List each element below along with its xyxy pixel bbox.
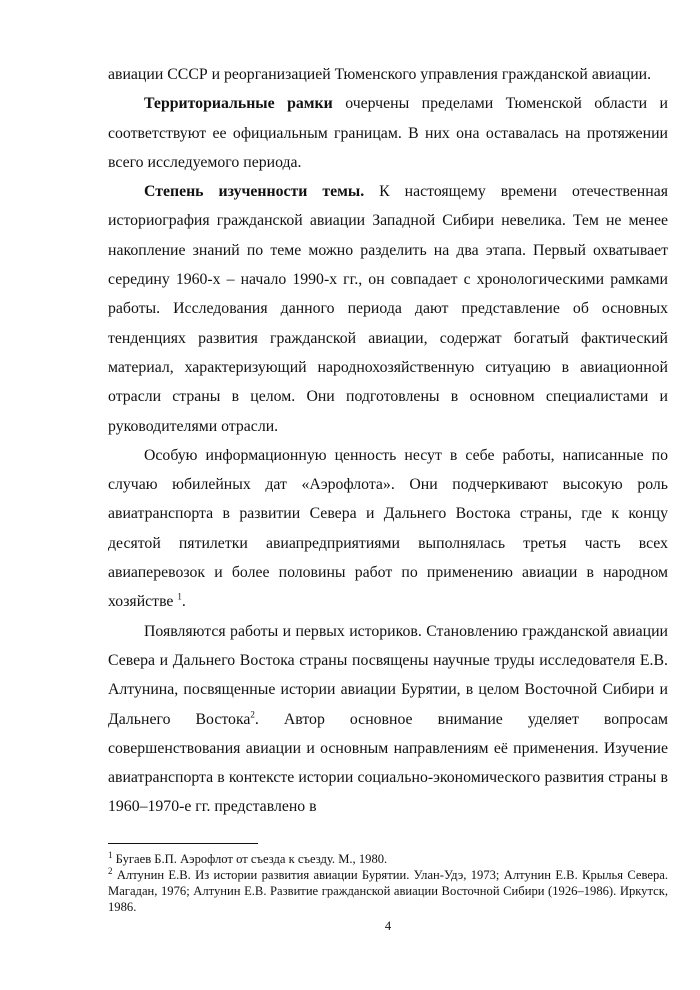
footnote-ref-2: 2 bbox=[250, 709, 255, 720]
footnote-2: $^2$ Алтунин Е.В. Из истории развития авиации Бурятии. Улан-Удэ, 1973; Алтунин Е.В. Крылья Севера. Магадан, 1976; Алтунин Е.В. Развитие гражданской авиации Восточной Сибири (1926–1986). Иркутск, 1986. bbox=[108, 865, 668, 914]
degree-of-study-heading: Степень изученности темы. bbox=[144, 183, 365, 201]
footnote-separator bbox=[108, 843, 258, 844]
paragraph-territorial-scope: Территориальные рамки очерчены пределами Тюменской области и соответствуют ее официальным границам. В них она оставалась на протяжении всего исследуемого периода. bbox=[108, 95, 668, 171]
paragraph-degree-of-study: Степень изученности темы. К настоящему времени отечественная историография гражданской авиации Западной Сибири невелика. Тем не менее накопление знаний по теме можно разделить на два этапа. Первый охватывает середину 1960-х – начало 1990-х гг., он совпадает с хронологическими рамками работы. Исследования данного периода дают представление об основных тенденциях развития гражданской авиации, содержат богатый фактический материал, характеризующий народнохозяйственную ситуацию в авиационной отрасли страны в целом. Они подготовлены в основном специалистами и руководителями отрасли. bbox=[108, 183, 668, 435]
main-text bbox=[108, 60, 668, 822]
footnotes bbox=[108, 851, 668, 915]
paragraph-4: Особую информационную ценность несут в себе работы, написанные по случаю юбилейных дат «Аэрофлота». Они подчеркивают высокую роль авиатранспорта в развитии Севера и Дальнего Востока страны, где к концу десятой пятилетки авиапредприятиями выполнялась третья часть всех авиаперевозок и более половины работ по применению авиации в народном хозяйстве $^1$. bbox=[108, 446, 668, 611]
page-number: 4 bbox=[384, 919, 392, 933]
paragraph-5: Появляются работы и первых историков. Становлению гражданской авиации Севера и Дальнего Востока страны посвящены научные труды исследователя Е.В. Алтунина, посвященные истории авиации Бурятии, в целом Восточной Сибири и Дальнего Востока$^2$. Автор основное внимание уделяет вопросам совершенствования авиации и основным направлениям её применения. Изучение авиатранспорта в контексте истории социально-экономического развития страны в 1960–1970-е гг. представлено в bbox=[108, 622, 668, 816]
paragraph-1: авиации СССР и реорганизацией Тюменского управления гражданской авиации. bbox=[108, 66, 652, 83]
footnote-1: $^1$ Бугаев Б.П. Аэрофлот от съезда к съезду. М., 1980. bbox=[108, 849, 388, 866]
footnote-ref-1: 1 bbox=[177, 592, 182, 603]
territorial-scope-heading: Территориальные рамки bbox=[144, 95, 333, 113]
